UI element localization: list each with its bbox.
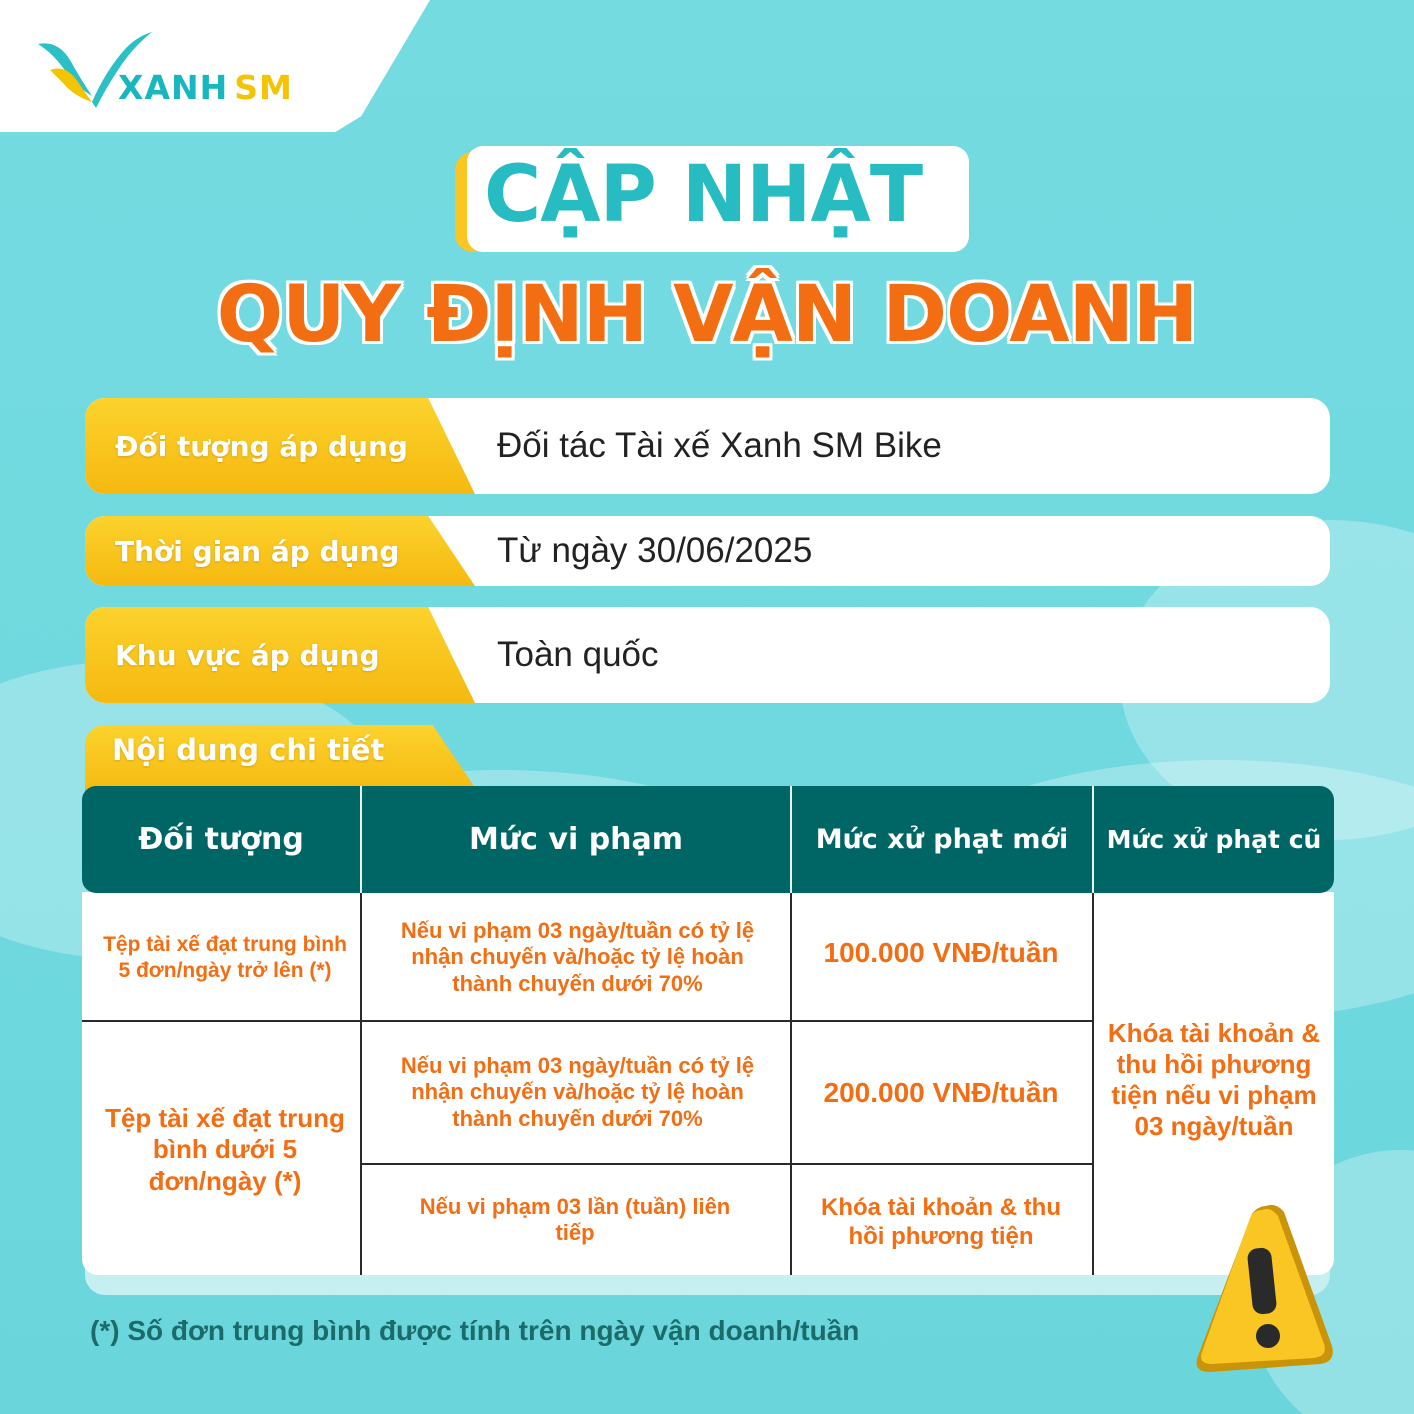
- header-divider: [790, 786, 792, 893]
- info-row-area: [85, 607, 1330, 703]
- table-cell-new-penalty-1: 100.000 VNĐ/tuần: [823, 936, 1059, 968]
- title-line1: CẬP NHẬT: [483, 150, 923, 240]
- info-row-target: [85, 398, 1330, 494]
- detail-label: Nội dung chi tiết: [112, 733, 385, 767]
- info-value: Từ ngày 30/06/2025: [497, 531, 813, 570]
- info-value: Toàn quốc: [497, 635, 659, 674]
- table-cell-target-1: Tệp tài xế đạt trung bình 5 đơn/ngày trở lên (*): [103, 933, 347, 982]
- table-cell-new-penalty-2a: 200.000 VNĐ/tuần: [823, 1076, 1059, 1108]
- table-header-old-penalty: Mức xử phạt cũ: [1106, 825, 1322, 854]
- info-value: Đối tác Tài xế Xanh SM Bike: [497, 426, 942, 465]
- info-label: Thời gian áp dụng: [115, 534, 400, 568]
- title-line2: QUY ĐỊNH VẬN DOANH: [216, 270, 1198, 360]
- brand-name-part2: SM: [234, 68, 293, 107]
- footnote: (*) Số đơn trung bình được tính trên ngày vận doanh/tuần: [90, 1315, 860, 1346]
- table-header-new-penalty: Mức xử phạt mới: [815, 824, 1069, 855]
- table-cell-violation-1: Nếu vi phạm 03 ngày/tuần có tỷ lệ nhận chuyến và/hoặc tỷ lệ hoàn thành chuyến dưới 70%: [400, 917, 755, 996]
- table-header-violation: Mức vi phạm: [468, 822, 684, 857]
- table-cell-target-2: Tệp tài xế đạt trung bình dưới 5 đơn/ngày (*): [105, 1103, 345, 1196]
- table-divider: [360, 893, 362, 1275]
- brand-name: [118, 68, 293, 107]
- brand-name-part1: XANH: [118, 68, 229, 107]
- table-divider: [360, 1163, 1092, 1165]
- table-cell-old-penalty: Khóa tài khoản & thu hồi phương tiện nếu vi phạm 03 ngày/tuần: [1107, 1017, 1321, 1142]
- table-cell-new-penalty-2b: Khóa tài khoản & thu hồi phương tiện: [821, 1193, 1061, 1250]
- warning-icon: [1188, 1196, 1338, 1376]
- header-divider: [1092, 786, 1094, 893]
- table-divider: [790, 893, 792, 1275]
- table-divider: [1092, 893, 1094, 1275]
- info-row-time: [85, 516, 1330, 586]
- info-label: Khu vực áp dụng: [115, 638, 380, 672]
- table-cell-violation-2a: Nếu vi phạm 03 ngày/tuần có tỷ lệ nhận chuyến và/hoặc tỷ lệ hoàn thành chuyến dưới 70%: [400, 1052, 755, 1131]
- info-label: Đối tượng áp dụng: [115, 429, 408, 463]
- header-divider: [360, 786, 362, 893]
- table-cell-violation-2b: Nếu vi phạm 03 lần (tuần) liên tiếp: [419, 1193, 731, 1245]
- table-divider: [82, 1020, 1092, 1022]
- table-header-target: Đối tượng: [138, 822, 304, 857]
